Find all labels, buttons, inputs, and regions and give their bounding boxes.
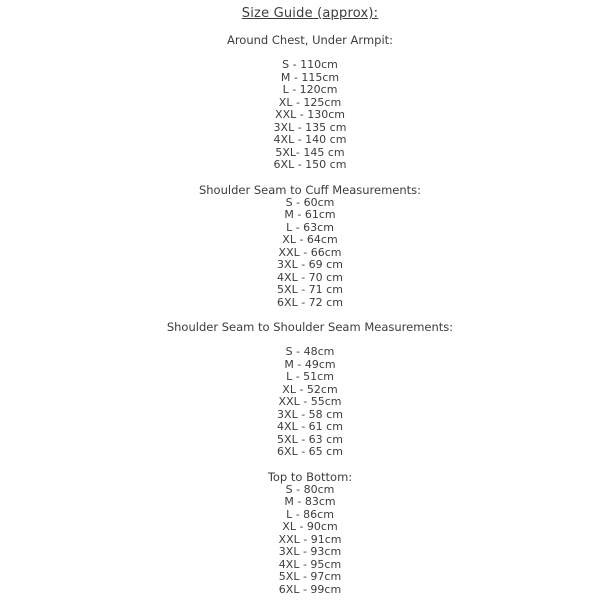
size-row: M - 115cm — [280, 70, 340, 84]
size-row: XL - 52cm — [282, 382, 338, 396]
size-list — [20, 59, 600, 172]
size-row: M - 83cm — [284, 495, 336, 508]
size-row: L - 63cm — [286, 220, 334, 234]
size-row: XXL - 130cm — [275, 108, 345, 121]
size-row: L - 120cm — [282, 83, 338, 96]
size-row: 5XL - 63 cm — [277, 432, 343, 446]
size-row: 6XL - 99cm — [278, 582, 342, 596]
size-row: 3XL - 93cm — [278, 545, 342, 558]
size-section — [20, 184, 600, 310]
size-row: 4XL - 61 cm — [277, 420, 343, 433]
size-row: L - 86cm — [286, 507, 334, 521]
size-row: M - 61cm — [284, 208, 336, 221]
size-row: XL - 64cm — [282, 233, 338, 246]
size-list — [20, 346, 600, 459]
size-list — [20, 484, 600, 597]
size-row: S - 60cm — [285, 195, 335, 209]
size-row: 5XL- 145 cm — [275, 145, 345, 159]
size-row: 5XL - 71 cm — [277, 283, 343, 296]
size-row: 3XL - 58 cm — [277, 407, 343, 421]
size-row: 3XL - 69 cm — [277, 258, 343, 271]
size-row: 6XL - 72 cm — [277, 295, 343, 309]
size-row: S - 48cm — [285, 345, 335, 358]
size-row: XXL - 66cm — [278, 245, 342, 259]
size-section — [20, 471, 600, 597]
size-row: 6XL - 65 cm — [277, 445, 343, 458]
size-row: S - 80cm — [285, 482, 335, 496]
size-row: XL - 90cm — [282, 520, 338, 533]
section-heading: Shoulder Seam to Cuff Measurements: — [198, 182, 422, 197]
size-row: XL - 125cm — [278, 95, 342, 109]
size-row: 4XL - 70 cm — [277, 270, 343, 284]
size-row: M - 49cm — [284, 357, 336, 371]
size-row: 3XL - 135 cm — [273, 120, 347, 134]
size-row: 5XL - 97cm — [278, 570, 342, 583]
size-row: 4XL - 140 cm — [273, 133, 347, 146]
size-row: 6XL - 150 cm — [273, 158, 347, 171]
size-section — [20, 34, 600, 172]
section-heading: Top to Bottom: — [267, 469, 353, 484]
size-list — [20, 197, 600, 310]
size-row: L - 51cm — [286, 370, 334, 383]
page-title: Size Guide (approx): — [241, 6, 379, 21]
size-row: 4XL - 95cm — [278, 557, 342, 571]
sections — [20, 34, 600, 596]
section-heading: Shoulder Seam to Shoulder Seam Measurements: — [166, 320, 454, 334]
size-row: S - 110cm — [282, 58, 338, 71]
size-section — [20, 321, 600, 459]
section-heading: Around Chest, Under Armpit: — [226, 33, 394, 47]
size-row: XXL - 55cm — [278, 395, 342, 408]
size-row: XXL - 91cm — [278, 532, 342, 546]
